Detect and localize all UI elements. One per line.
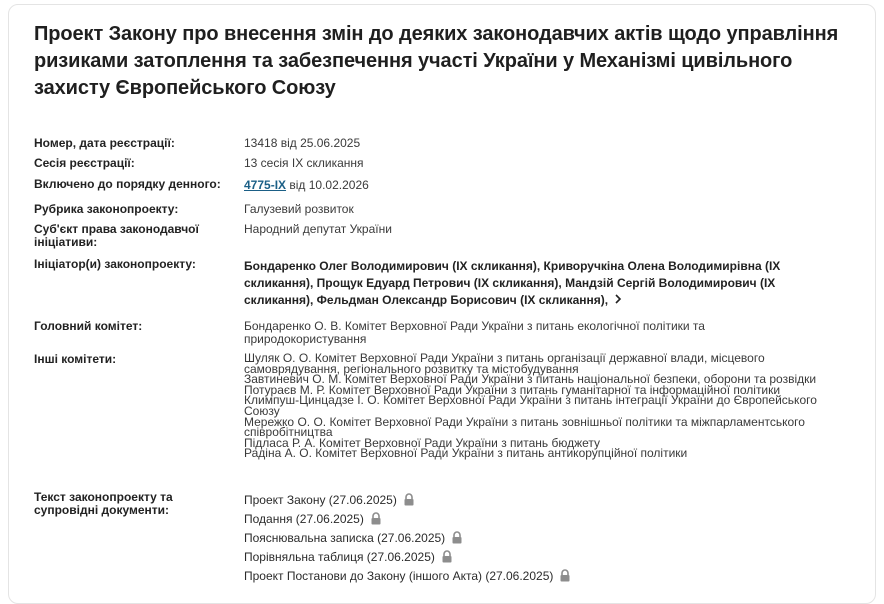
- number-value: 13418 від 25.06.2025: [244, 136, 361, 150]
- subject-value: Народний депутат України: [244, 222, 392, 236]
- session-value: 13 сесія IX скликання: [244, 156, 364, 170]
- lock-icon: [451, 531, 463, 547]
- agenda-date: від 10.02.2026: [286, 178, 369, 192]
- committee-item: Шуляк О. О. Комітет Верховної Ради України з питань організації державної влади, місцевого самоврядування, регіонального розвитку та містобудування: [244, 351, 765, 376]
- committee-item: Завтиневич О. М. Комітет Верховної Ради України з питань національної безпеки, оборони та розвідки: [244, 372, 817, 387]
- lock-icon: [403, 493, 415, 509]
- committee-item: Мережко О. О. Комітет Верховної Ради України з питань зовнішньої політики та міжпарламентського співробітництва: [244, 414, 805, 440]
- committee-item: Підласа Р. А. Комітет Верховної Ради України з питань бюджету: [244, 435, 601, 450]
- doc-link-bill[interactable]: [244, 493, 415, 509]
- doc-link-submission[interactable]: [244, 512, 382, 528]
- committee-item: Климпуш-Цинцадзе І. О. Комітет Верховної Ради України з питань інтеграції України до Європейського Союзу: [244, 393, 817, 418]
- initiators-list[interactable]: Бондаренко Олег Володимирович (IX скликання), Криворучкіна Олена Володимирівна (IX скликання), Прощук Едуард Петрович (IX скликання), Мандзій Сергій Володимирович (IX скликання), Фельдман Олександр Борисович (IX скликання),: [244, 259, 781, 307]
- subject-label: Суб'єкт права законодавчої ініціативи:: [34, 222, 199, 249]
- committee-item: Потураєв М. Р. Комітет Верховної Ради України з питань гуманітарної та інформаційної політики: [244, 382, 781, 397]
- initiators-value: [244, 258, 844, 309]
- page-title: Проект Закону про внесення змін до деяких законодавчих актів щодо управління ризиками затоплення та забезпечення участі України у Механізмі цивільного захисту Європейського Союзу: [34, 23, 839, 99]
- lock-icon: [559, 569, 571, 585]
- agenda-link[interactable]: 4775-IX: [244, 178, 287, 192]
- lock-icon: [441, 550, 453, 566]
- other-committees-label: Інші комітети:: [34, 352, 117, 366]
- doc-title: Подання (27.06.2025): [244, 512, 364, 526]
- doc-link-resolution-draft[interactable]: [244, 569, 571, 585]
- doc-link-comparative-table[interactable]: [244, 550, 453, 566]
- doc-title: Порівняльна таблиця (27.06.2025): [244, 550, 435, 564]
- docs-label: Текст законопроекту та супровідні документи:: [34, 490, 173, 517]
- doc-title: Проект Закону (27.06.2025): [244, 493, 397, 507]
- main-committee-label: Головний комітет:: [34, 319, 143, 333]
- chevron-right-icon[interactable]: [614, 292, 622, 309]
- initiators-label: Ініціатор(и) законопроекту:: [34, 257, 196, 271]
- number-label: Номер, дата реєстрації:: [34, 136, 175, 150]
- session-label: Сесія реєстрації:: [34, 156, 135, 170]
- lock-icon: [370, 512, 382, 528]
- doc-link-explanatory-note[interactable]: [244, 531, 463, 547]
- rubric-label: Рубрика законопроекту:: [34, 202, 179, 216]
- doc-title: Проект Постанови до Закону (іншого Акта) (27.06.2025): [244, 569, 554, 583]
- committee-item: Радіна А. О. Комітет Верховної Ради України з питань антикорупційної політики: [244, 446, 688, 461]
- main-committee-value: Бондаренко О. В. Комітет Верховної Ради України з питань екологічної політики та природокористування: [244, 319, 705, 346]
- agenda-label: Включено до порядку денного:: [34, 177, 221, 191]
- other-committees-list: [244, 353, 844, 459]
- rubric-value: Галузевий розвиток: [244, 202, 354, 216]
- agenda-value: [244, 179, 844, 192]
- doc-title: Пояснювальна записка (27.06.2025): [244, 531, 446, 545]
